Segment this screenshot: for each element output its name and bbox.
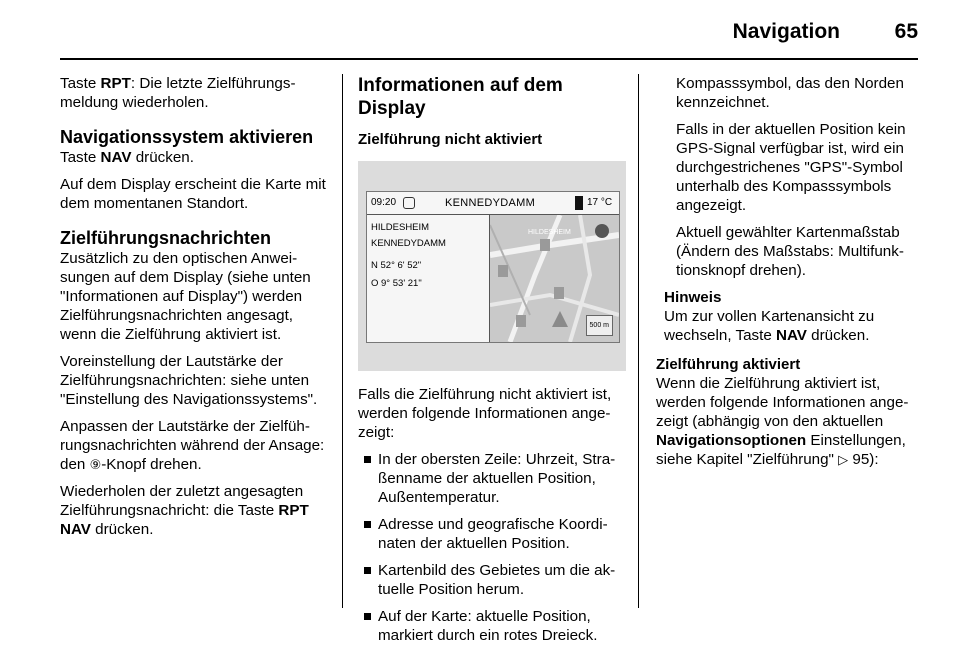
map-view bbox=[490, 215, 619, 342]
current-position-triangle bbox=[552, 311, 568, 327]
heading-display-info: Informationen auf dem Display bbox=[358, 75, 563, 119]
longitude: O 9° 53' 21" bbox=[371, 278, 422, 289]
column-right bbox=[656, 74, 924, 477]
list-item: In der obersten Zeile: Uhrzeit, Straßenname der aktuellen Position, Außentemperatur. bbox=[358, 450, 626, 507]
bullet-icon bbox=[364, 521, 371, 528]
map-city-label: HILDESHEIM bbox=[528, 229, 571, 236]
street-name: KENNEDYDAMM bbox=[445, 197, 536, 209]
key-nav: NAV bbox=[100, 149, 132, 166]
column-divider bbox=[638, 74, 639, 608]
paragraph-rpt: Taste RPT: Die letzte Zielführungsmeldung wiederholen. bbox=[60, 75, 296, 111]
list-item: Auf der Karte: aktuelle Position, markiert durch ein rotes Dreieck. bbox=[358, 607, 626, 645]
paragraph-messages-2: Voreinstellung der Lautstärke der Zielführungsnachrichten: siehe unten "Einstellung des Navigationssystems". bbox=[60, 353, 318, 408]
column-left bbox=[60, 74, 326, 547]
paragraph-messages-3: Anpassen der Lautstärke der Zielführungsnachrichten während der Ansage: den ⑨-Knopf drehen. bbox=[60, 418, 325, 473]
paragraph-messages-4: Wiederholen der zuletzt angesagten Zielführungsnachricht: die Taste RPT NAV drücken. bbox=[60, 483, 309, 538]
volume-knob-icon: ⑨ bbox=[89, 457, 102, 472]
key-rpt: RPT bbox=[100, 75, 131, 92]
paragraph-scale: Aktuell gewählter Kartenmaßstab (Ändern des Maßstabs: Multifunktionsknopf drehen). bbox=[676, 224, 904, 279]
column-divider bbox=[342, 74, 343, 608]
status-icon bbox=[403, 197, 415, 209]
page-number: 65 bbox=[894, 20, 918, 43]
hint-box bbox=[656, 288, 924, 345]
paragraph-messages-1: Zusätzlich zu den optischen Anweisungen auf dem Display (siehe unten "Informationen auf Display") werden Zielführungsnachrichten angesagt, wenn die Zielführung aktiviert ist. bbox=[60, 250, 311, 343]
page-title: Navigation bbox=[732, 20, 840, 43]
list-item: Adresse und geografische Koordinaten der aktuellen Position. bbox=[358, 515, 626, 553]
map-scale: 500 m bbox=[586, 315, 613, 336]
address-street: KENNEDYDAMM bbox=[371, 238, 446, 249]
compass-icon bbox=[595, 224, 609, 238]
info-list bbox=[358, 450, 626, 645]
address-panel bbox=[367, 215, 490, 342]
paragraph-compass: Kompasssymbol, das den Norden kennzeichnet. bbox=[676, 75, 904, 111]
outside-temperature: 17 °C bbox=[587, 197, 613, 208]
thermometer-icon bbox=[575, 196, 583, 210]
heading-activate: Navigationssystem aktivieren bbox=[60, 127, 314, 147]
clock-time: 09:20 bbox=[371, 197, 397, 208]
paragraph-activate: Taste NAV drücken. bbox=[60, 149, 194, 166]
paragraph-map-display: Auf dem Display erscheint die Karte mit dem momentanen Standort. bbox=[60, 176, 326, 212]
heading-messages: Zielführungsnachrichten bbox=[60, 228, 272, 248]
screen-top-bar bbox=[367, 192, 619, 215]
latitude: N 52° 6' 52" bbox=[371, 260, 422, 271]
list-item: Kartenbild des Gebietes um die aktuelle Position herum. bbox=[358, 561, 626, 599]
bullet-icon bbox=[364, 613, 371, 620]
page-header bbox=[60, 0, 918, 60]
bullet-icon bbox=[364, 456, 371, 463]
paragraph-inactive-info: Falls die Zielführung nicht aktiviert ist, werden folgende Informationen angezeigt: bbox=[358, 386, 612, 441]
nav-screen bbox=[366, 191, 620, 343]
bullet-icon bbox=[364, 567, 371, 574]
nav-screen-figure bbox=[358, 161, 626, 371]
hint-title: Hinweis bbox=[664, 289, 722, 306]
paragraph-guidance-active: Wenn die Zielführung aktiviert ist, werden folgende Informationen angezeigt (abhängig von den aktuellen Navigationsoptionen Einstellungen, siehe Kapitel "Zielführung" ▷ 95): bbox=[656, 375, 909, 468]
heading-guidance-active: Zielführung aktiviert bbox=[656, 356, 801, 373]
hint-text: Um zur vollen Kartenansicht zu wechseln, Taste NAV drücken. bbox=[664, 308, 875, 344]
column-middle bbox=[358, 74, 626, 653]
heading-guidance-inactive: Zielführung nicht aktiviert bbox=[358, 131, 543, 148]
address-city: HILDESHEIM bbox=[371, 222, 430, 233]
paragraph-gps: Falls in der aktuellen Position kein GPS-Signal verfügbar ist, wird ein durchgestrichenes "GPS"-Symbol unterhalb des Kompasssymbols angezeigt. bbox=[676, 121, 906, 214]
page-reference-icon: ▷ bbox=[838, 452, 849, 467]
